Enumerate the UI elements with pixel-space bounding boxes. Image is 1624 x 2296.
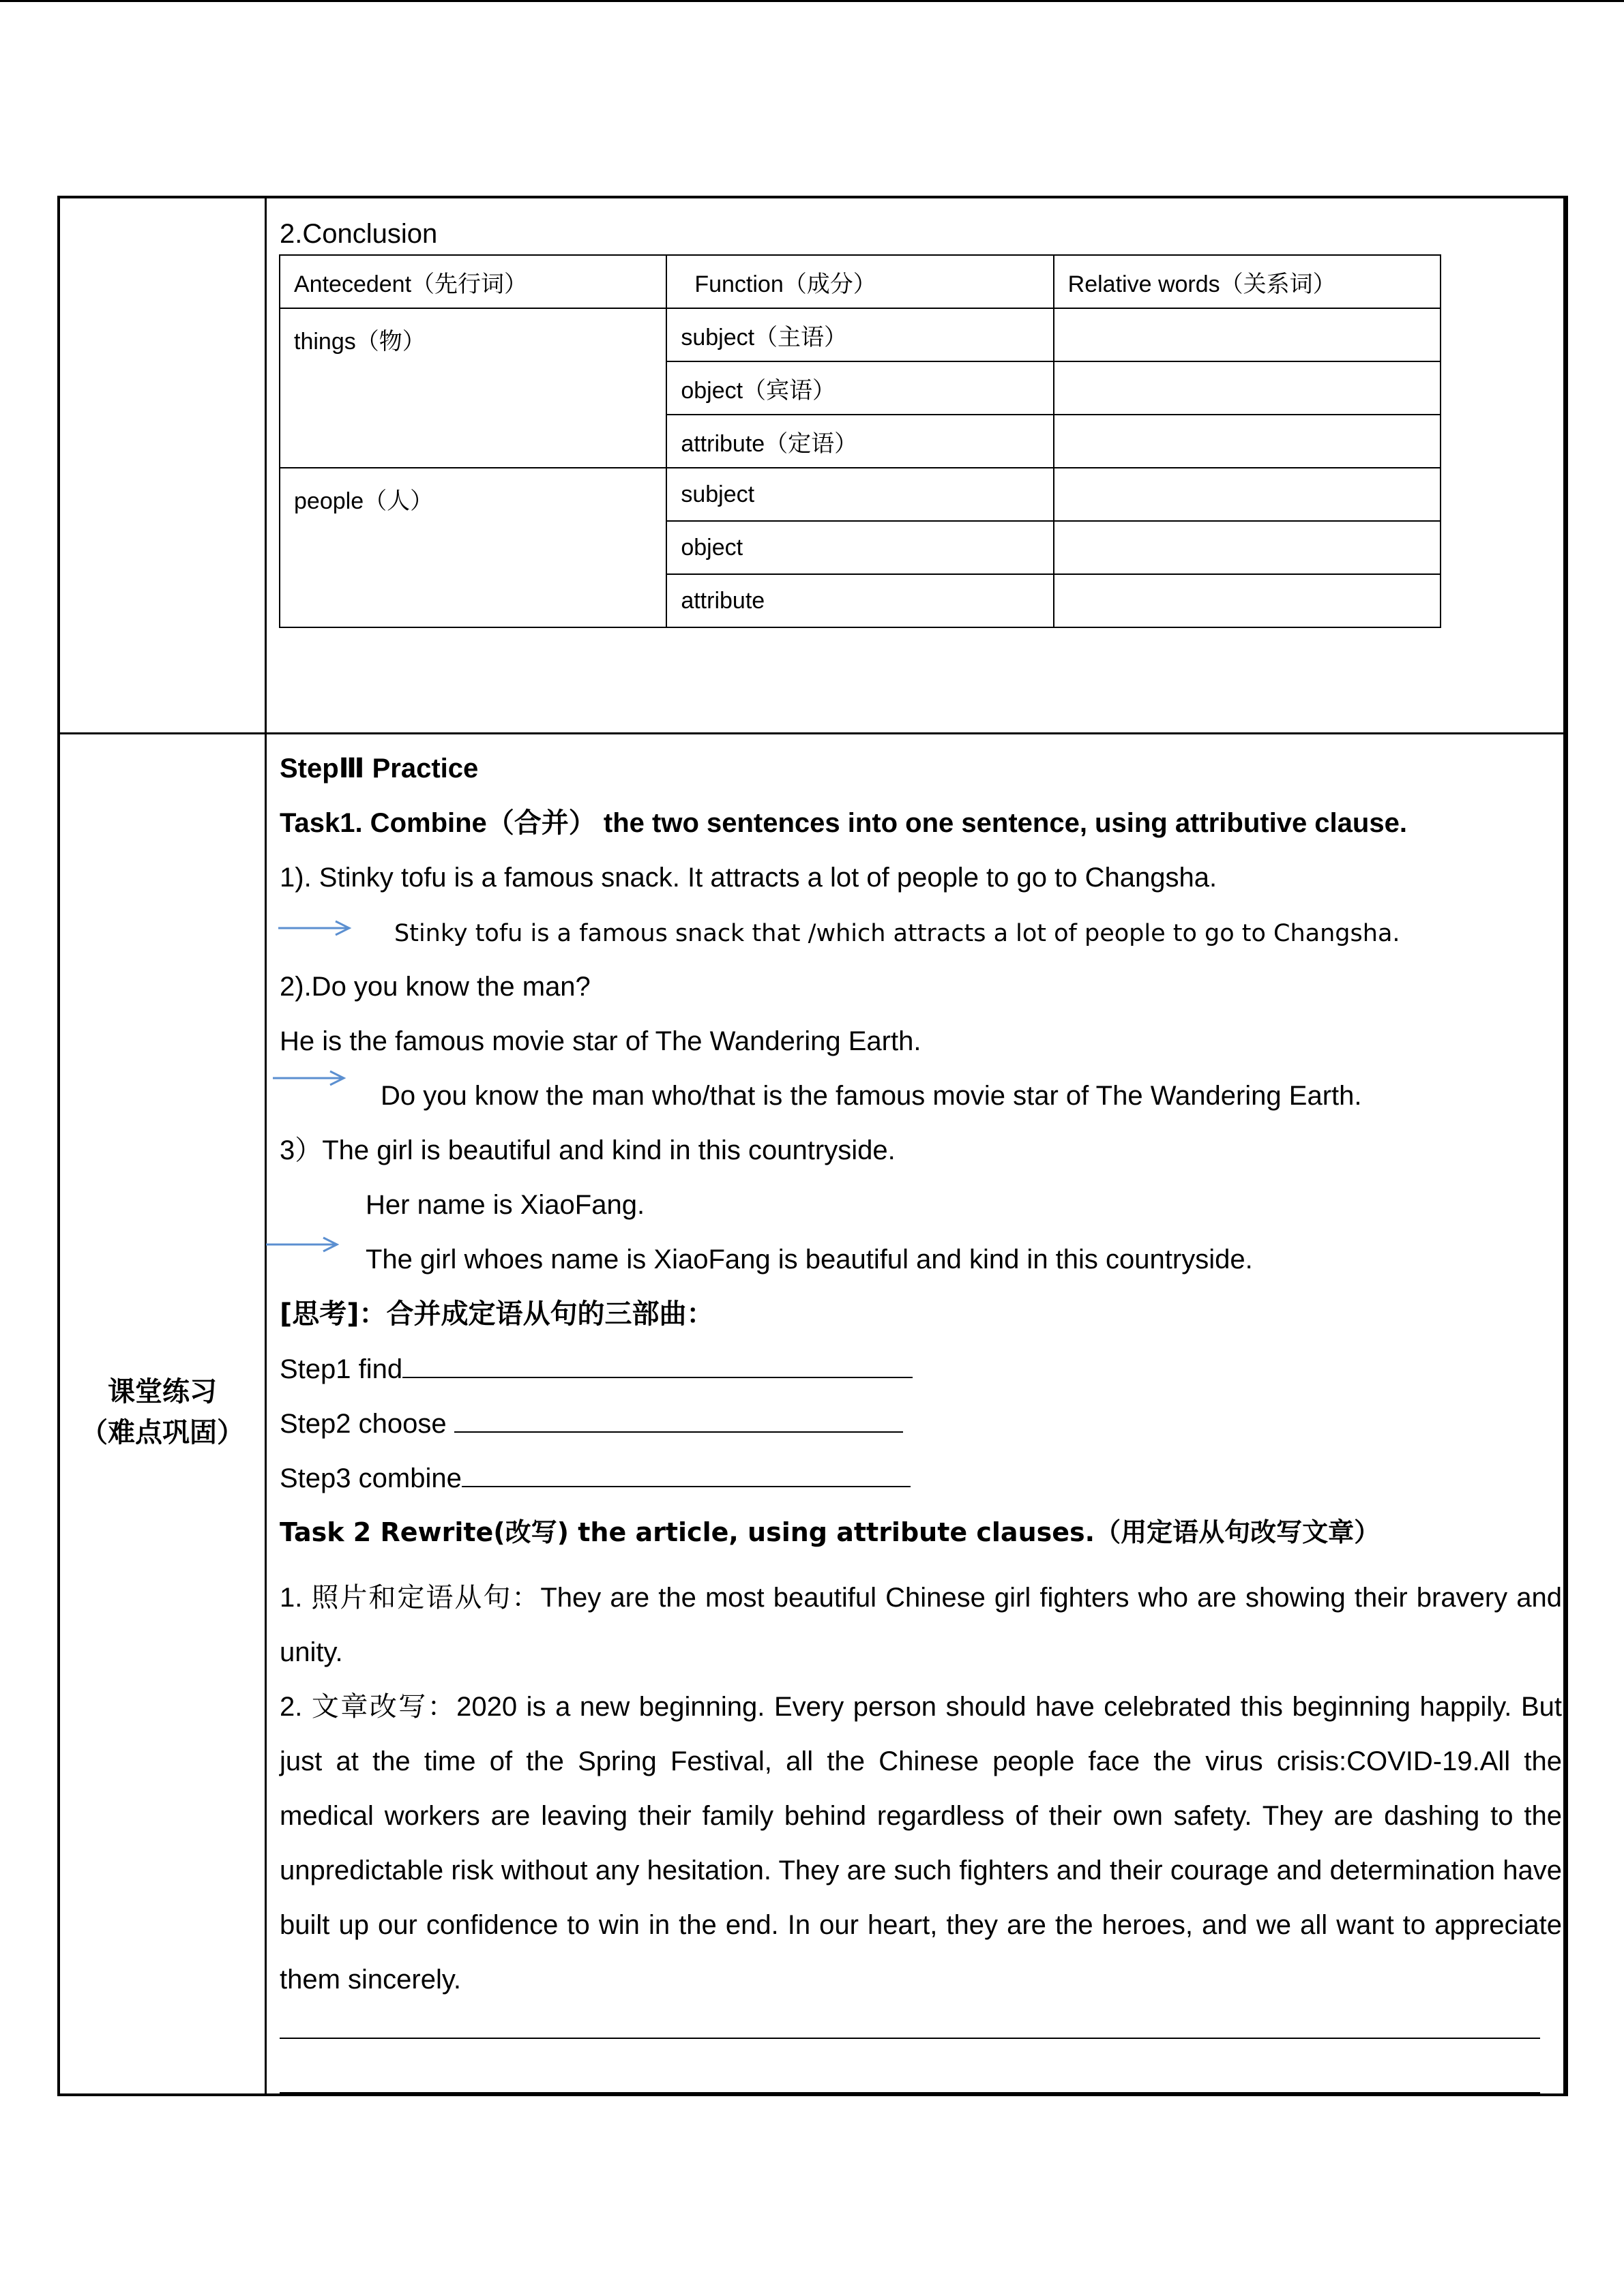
step2-label: Step2 choose bbox=[280, 1409, 447, 1439]
think-heading: [思考]：合并成定语从句的三部曲： bbox=[280, 1298, 714, 1330]
arrow-icon bbox=[271, 1070, 346, 1086]
sentence-1-answer: Stinky tofu is a famous snack that /which attracts a lot of people to go to Changsha. bbox=[394, 920, 1400, 947]
sentence-1: 1). Stinky tofu is a famous snack. It attracts a lot of people to go to Changsha. bbox=[280, 863, 1217, 893]
function-cell: object（宾语） bbox=[666, 361, 1053, 415]
table-row bbox=[280, 308, 1441, 361]
things-cell: things（物） bbox=[280, 308, 666, 468]
answer-cell[interactable] bbox=[1054, 415, 1441, 468]
answer-line[interactable] bbox=[280, 2038, 1540, 2039]
sentence-2-answer: Do you know the man who/that is the famous movie star of The Wandering Earth. bbox=[381, 1081, 1362, 1111]
sentence-3-answer: The girl whoes name is XiaoFang is beautiful and kind in this countryside. bbox=[366, 1244, 1253, 1274]
step1-row bbox=[280, 1352, 913, 1386]
item-2: 2. 文章改写：2020 is a new beginning. Every person should have celebrated this beginning happily. But just at the time of the Spring Festival, all the Chinese people face the virus crisis:COVID-19.All the medical workers are leaving their family behind regardless of their own safety. They are dashing to the unpredictable risk without any hesitation. They are such fighters and their courage and determination have built up our confidence to win in the end. In our heart, they are the heroes, and we all want to appreciate them sincerely. bbox=[280, 1692, 1562, 1995]
answer-line[interactable] bbox=[280, 2092, 1540, 2093]
conclusion-table bbox=[279, 254, 1441, 628]
sentence-3a: 3）The girl is beautiful and kind in this countryside. bbox=[280, 1135, 896, 1165]
function-cell: attribute（定语） bbox=[666, 415, 1053, 468]
table-row bbox=[280, 468, 1441, 521]
step1-label: Step1 find bbox=[280, 1354, 403, 1384]
step-title: StepⅢ Practice bbox=[280, 754, 479, 784]
page-top-border bbox=[0, 0, 1624, 2]
sentence-2a: 2).Do you know the man? bbox=[280, 972, 591, 1002]
function-cell: attribute bbox=[666, 574, 1053, 627]
step1-blank[interactable] bbox=[402, 1352, 913, 1378]
sentence-2b: He is the famous movie star of The Wandering Earth. bbox=[280, 1026, 921, 1056]
step2-row bbox=[280, 1407, 903, 1440]
row-label-line2: （难点巩固） bbox=[80, 1417, 244, 1448]
task1-title: Task1. Combine（合并） the two sentences into one sentence, using attributive clause. bbox=[280, 808, 1407, 838]
function-cell: subject（主语） bbox=[666, 308, 1053, 361]
task2-title: Task 2 Rewrite(改写) the article, using attribute clauses.（用定语从句改写文章） bbox=[280, 1517, 1381, 1547]
header-relative-words: Relative words（关系词） bbox=[1054, 255, 1441, 308]
step3-row bbox=[280, 1461, 911, 1495]
lesson-table bbox=[57, 196, 1568, 2096]
conclusion-heading: 2.Conclusion bbox=[280, 219, 438, 249]
answer-cell[interactable] bbox=[1054, 574, 1441, 627]
answer-cell[interactable] bbox=[1054, 521, 1441, 574]
step3-label: Step3 combine bbox=[280, 1463, 462, 1493]
answer-cell[interactable] bbox=[1054, 308, 1441, 361]
people-cell: people（人） bbox=[280, 468, 666, 627]
row-divider bbox=[60, 732, 1565, 734]
arrow-icon bbox=[265, 1236, 340, 1253]
header-antecedent: Antecedent（先行词） bbox=[280, 255, 666, 308]
arrow-icon bbox=[277, 920, 352, 936]
answer-cell[interactable] bbox=[1054, 361, 1441, 415]
function-cell: object bbox=[666, 521, 1053, 574]
sentence-3b: Her name is XiaoFang. bbox=[366, 1190, 645, 1220]
row-label bbox=[60, 1371, 265, 1453]
step2-blank[interactable] bbox=[454, 1407, 903, 1433]
row-label-line1: 课堂练习 bbox=[108, 1376, 217, 1407]
answer-cell[interactable] bbox=[1054, 468, 1441, 521]
header-function: Function（成分） bbox=[666, 255, 1053, 308]
table-header-row bbox=[280, 255, 1441, 308]
right-border bbox=[1563, 196, 1568, 2096]
column-divider bbox=[265, 198, 267, 2093]
step3-blank[interactable] bbox=[462, 1461, 911, 1487]
item-1: 1. 照片和定语从句：They are the most beautiful Chinese girl fighters who are showing their bravery and unity. bbox=[280, 1583, 1562, 1667]
function-cell: subject bbox=[666, 468, 1053, 521]
